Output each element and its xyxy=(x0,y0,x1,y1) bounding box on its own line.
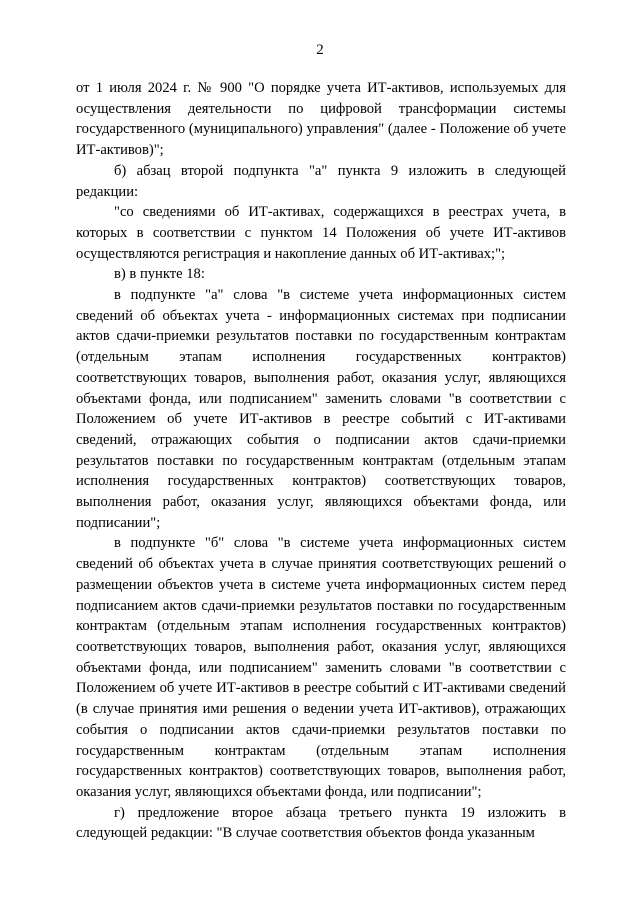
paragraph-item-b: б) абзац второй подпункта "а" пункта 9 изложить в следующей редакции: xyxy=(76,162,566,200)
page-number: 2 xyxy=(316,42,324,58)
paragraph-subitem-b: в подпункте "б" слова "в системе учета информационных систем сведений об объектах учета в случае принятия соответствующих решений о размещении объектов учета в системе учета информационных систем перед подписанием актов сдачи-приемки результатов поставки по государственным контрактам (отдельным этапам исполнения государственных контрактов) соответствующих товаров, выполнения работ, оказания услуг, являющихся объектами фонда, или подписанием" заменить словами "в соответствии с Положением об учете ИТ-активов в реестре событий с ИТ-активами сведений (в случае принятия ими решения о ведении учета ИТ-активов), отражающих события о подписании актов сдачи-приемки результатов поставки по государственным контрактам (отдельным этапам исполнения государственных контрактов) соответствующих товаров, выполнения работ, оказания услуг, являющихся объектами фонда, или подписании"; xyxy=(76,535,566,800)
document-body xyxy=(76,78,566,844)
paragraph-quoted-text: "со сведениями об ИТ-активах, содержащихся в реестрах учета, в которых в соответствии с пунктом 14 Положения об учете ИТ-активов осуществляются регистрация и накопление данных об ИТ-активах;"; xyxy=(76,204,566,262)
paragraph-item-g: г) предложение второе абзаца третьего пункта 19 изложить в следующей редакции: "В случае соответствия объектов фонда указанным xyxy=(76,804,566,842)
paragraph-subitem-a: в подпункте "а" слова "в системе учета информационных систем сведений об объектах учета - информационных системах при подписании актов сдачи-приемки результатов поставки по государственным контрактам (отдельным этапам исполнения государственных контрактов) соответствующих товаров, выполнения работ, оказания услуг, являющихся объектами фонда, или подписанием" заменить словами "в соответствии с Положением об учете ИТ-активов в реестре событий с ИТ-активами сведений, отражающих события о подписании актов сдачи-приемки результатов поставки по государственным контрактам (отдельным этапам исполнения государственных контрактов) соответствующих товаров, выполнения работ, оказания услуг, являющихся объектами фонда, или подписании"; xyxy=(76,287,566,531)
paragraph-item-v: в) в пункте 18: xyxy=(114,266,205,283)
paragraph-continuation: от 1 июля 2024 г. № 900 "О порядке учета ИТ-активов, используемых для осуществления деятельности по цифровой трансформации системы государственного (муниципального) управления" (далее - Положение об учете ИТ-активов)"; xyxy=(76,80,566,159)
